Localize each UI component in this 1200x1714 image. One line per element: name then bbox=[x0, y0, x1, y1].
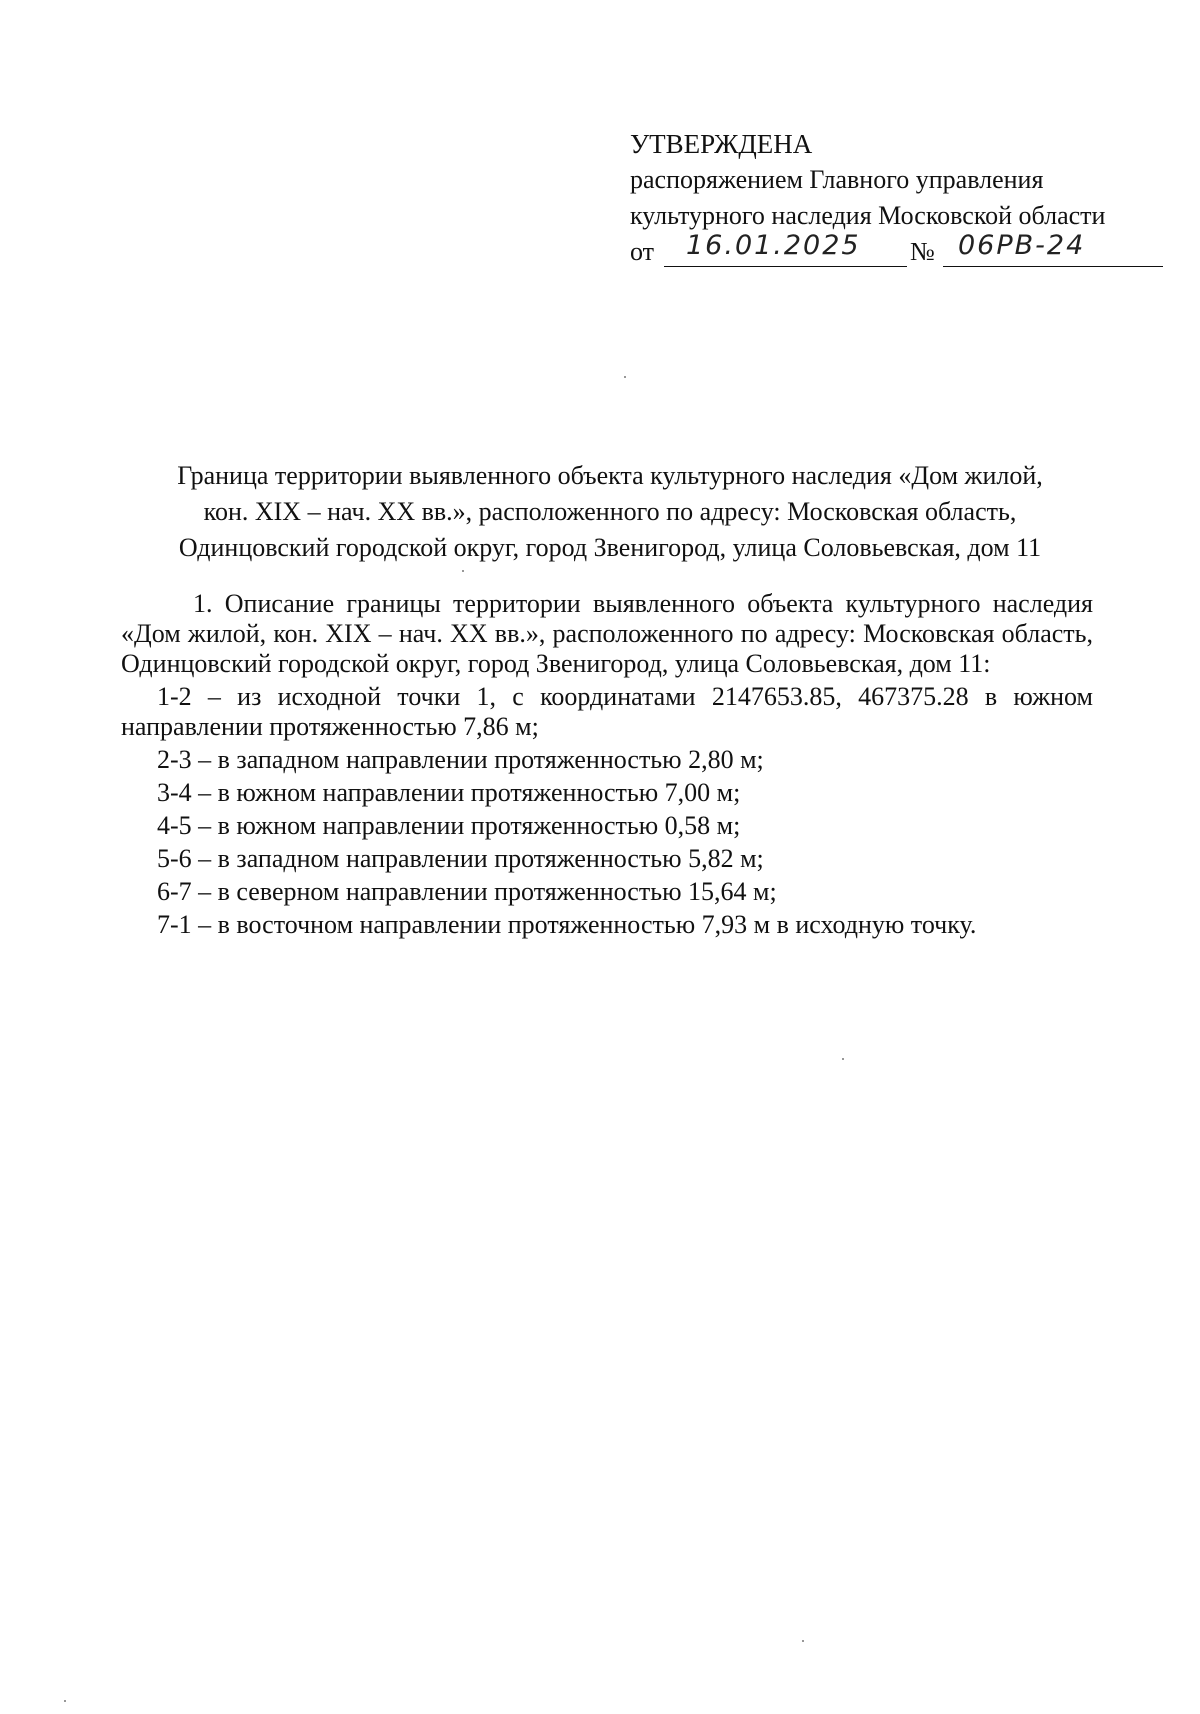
date-prefix-label: от bbox=[630, 237, 655, 266]
segment-3-4: 3-4 – в южном направлении протяженностью 7,00 м; bbox=[157, 778, 741, 807]
document-heading bbox=[130, 458, 1090, 566]
scan-speck bbox=[462, 570, 464, 572]
approval-stamp-block bbox=[630, 126, 1170, 274]
handwritten-number: 06РВ-24 bbox=[958, 230, 1086, 261]
boundary-description bbox=[121, 589, 1093, 940]
segment-5-6: 5-6 – в западном направлении протяженностью 5,82 м; bbox=[157, 844, 764, 873]
segment-1-2: 1-2 – из исходной точки 1, с координатами 2147653.85, 467375.28 в южном направлении протяженностью 7,86 м; bbox=[121, 682, 1093, 741]
approval-issuer-line-2: культурного наследия Московской области bbox=[630, 201, 1106, 230]
heading-line-1: Граница территории выявленного объекта культурного наследия «Дом жилой, bbox=[177, 461, 1043, 490]
scan-speck bbox=[64, 1700, 66, 1702]
scan-speck bbox=[842, 1058, 844, 1060]
heading-line-2: кон. XIX – нач. XX вв.», расположенного по адресу: Московская область, bbox=[203, 497, 1017, 526]
approval-title: УТВЕРЖДЕНА bbox=[630, 129, 813, 159]
handwritten-date: 16.01.2025 bbox=[686, 230, 861, 261]
segment-2-3: 2-3 – в западном направлении протяженностью 2,80 м; bbox=[157, 745, 764, 774]
number-sign-label: № bbox=[910, 237, 935, 266]
approval-issuer-line-1: распоряжением Главного управления bbox=[630, 165, 1044, 194]
segment-7-1: 7-1 – в восточном направлении протяженностью 7,93 м в исходную точку. bbox=[157, 910, 977, 939]
heading-line-3: Одинцовский городской округ, город Звенигород, улица Соловьевская, дом 11 bbox=[178, 533, 1042, 562]
description-intro: 1. Описание границы территории выявленного объекта культурного наследия «Дом жилой, кон. XIX – нач. XX вв.», расположенного по адресу: Московская область, Одинцовский городской округ, город Звенигород, улица Соловьевская, дом 11: bbox=[121, 589, 1093, 678]
scan-speck bbox=[802, 1640, 804, 1642]
segment-6-7: 6-7 – в северном направлении протяженностью 15,64 м; bbox=[157, 877, 777, 906]
scan-speck bbox=[624, 376, 626, 378]
segment-4-5: 4-5 – в южном направлении протяженностью 0,58 м; bbox=[157, 811, 741, 840]
approval-date-number-row bbox=[630, 230, 1170, 274]
